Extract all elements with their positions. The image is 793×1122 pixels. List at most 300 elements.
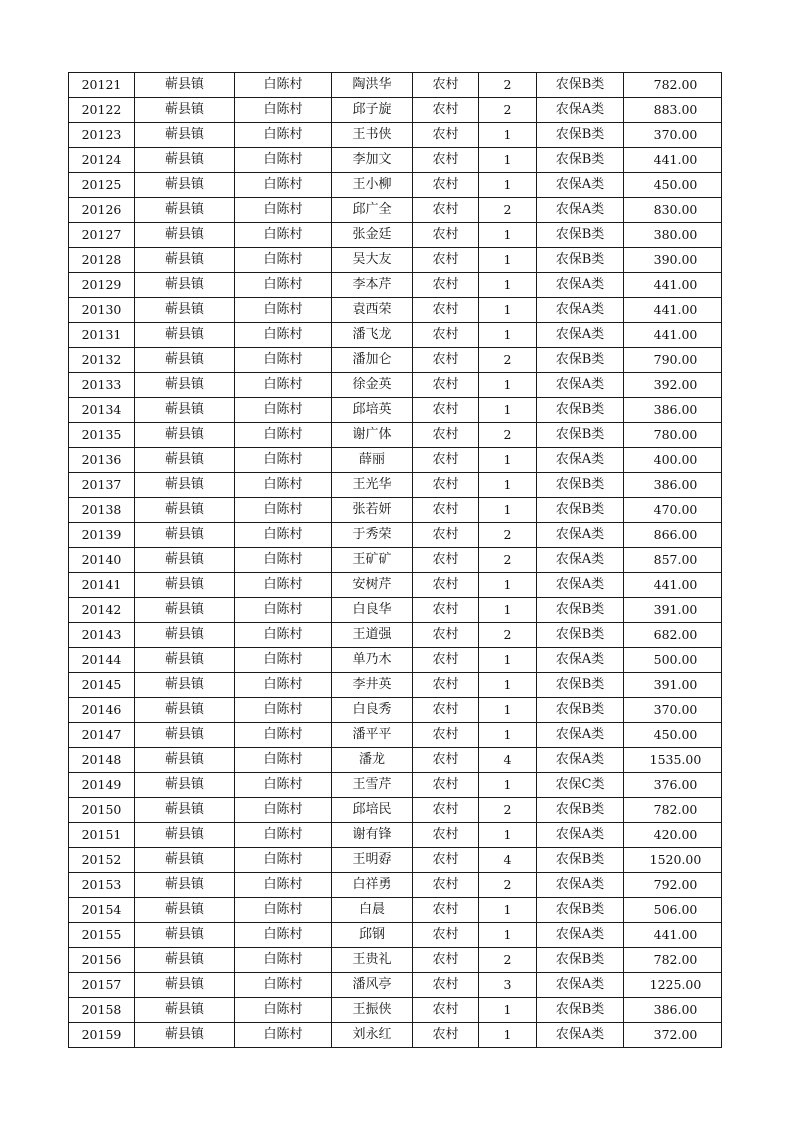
household-size-cell: 2	[479, 73, 537, 98]
village-cell: 白陈村	[235, 323, 332, 348]
table-row	[69, 248, 722, 273]
insurance-category-cell: 农保B类	[537, 848, 624, 873]
household-size-cell: 1	[479, 223, 537, 248]
table-row	[69, 998, 722, 1023]
village-cell: 白陈村	[235, 398, 332, 423]
household-type-cell: 农村	[413, 673, 479, 698]
serial-number-cell: 20144	[69, 648, 135, 673]
table-row	[69, 348, 722, 373]
insurance-category-cell: 农保A类	[537, 923, 624, 948]
name-cell: 王贵礼	[332, 948, 413, 973]
amount-cell: 682.00	[624, 623, 722, 648]
village-cell: 白陈村	[235, 598, 332, 623]
household-size-cell: 2	[479, 948, 537, 973]
village-cell: 白陈村	[235, 923, 332, 948]
insurance-category-cell: 农保B类	[537, 73, 624, 98]
name-cell: 白晨	[332, 898, 413, 923]
household-type-cell: 农村	[413, 148, 479, 173]
town-cell: 蕲县镇	[135, 698, 235, 723]
table-row	[69, 373, 722, 398]
insurance-category-cell: 农保B类	[537, 473, 624, 498]
amount-cell: 386.00	[624, 998, 722, 1023]
town-cell: 蕲县镇	[135, 723, 235, 748]
insurance-category-cell: 农保B类	[537, 673, 624, 698]
amount-cell: 782.00	[624, 73, 722, 98]
village-cell: 白陈村	[235, 848, 332, 873]
household-type-cell: 农村	[413, 323, 479, 348]
town-cell: 蕲县镇	[135, 948, 235, 973]
table-row	[69, 1023, 722, 1048]
serial-number-cell: 20148	[69, 748, 135, 773]
table-row	[69, 498, 722, 523]
village-cell: 白陈村	[235, 998, 332, 1023]
town-cell: 蕲县镇	[135, 848, 235, 873]
insurance-category-cell: 农保A类	[537, 98, 624, 123]
village-cell: 白陈村	[235, 723, 332, 748]
name-cell: 于秀荣	[332, 523, 413, 548]
village-cell: 白陈村	[235, 173, 332, 198]
insurance-category-cell: 农保A类	[537, 373, 624, 398]
amount-cell: 391.00	[624, 673, 722, 698]
amount-cell: 782.00	[624, 948, 722, 973]
serial-number-cell: 20138	[69, 498, 135, 523]
village-cell: 白陈村	[235, 748, 332, 773]
table-row	[69, 573, 722, 598]
household-type-cell: 农村	[413, 548, 479, 573]
name-cell: 邱钢	[332, 923, 413, 948]
amount-cell: 792.00	[624, 873, 722, 898]
village-cell: 白陈村	[235, 423, 332, 448]
town-cell: 蕲县镇	[135, 898, 235, 923]
village-cell: 白陈村	[235, 298, 332, 323]
household-size-cell: 1	[479, 823, 537, 848]
table-row	[69, 73, 722, 98]
serial-number-cell: 20131	[69, 323, 135, 348]
household-size-cell: 1	[479, 998, 537, 1023]
name-cell: 吴大友	[332, 248, 413, 273]
serial-number-cell: 20141	[69, 573, 135, 598]
name-cell: 王雪芹	[332, 773, 413, 798]
amount-cell: 386.00	[624, 398, 722, 423]
town-cell: 蕲县镇	[135, 523, 235, 548]
serial-number-cell: 20156	[69, 948, 135, 973]
amount-cell: 857.00	[624, 548, 722, 573]
table-row	[69, 423, 722, 448]
table-row	[69, 673, 722, 698]
name-cell: 单乃木	[332, 648, 413, 673]
household-size-cell: 4	[479, 748, 537, 773]
household-type-cell: 农村	[413, 373, 479, 398]
name-cell: 王明孬	[332, 848, 413, 873]
household-size-cell: 1	[479, 673, 537, 698]
serial-number-cell: 20158	[69, 998, 135, 1023]
insurance-category-cell: 农保A类	[537, 198, 624, 223]
amount-cell: 400.00	[624, 448, 722, 473]
insurance-category-cell: 农保A类	[537, 873, 624, 898]
household-type-cell: 农村	[413, 523, 479, 548]
household-size-cell: 2	[479, 873, 537, 898]
serial-number-cell: 20133	[69, 373, 135, 398]
village-cell: 白陈村	[235, 273, 332, 298]
serial-number-cell: 20130	[69, 298, 135, 323]
serial-number-cell: 20155	[69, 923, 135, 948]
village-cell: 白陈村	[235, 473, 332, 498]
serial-number-cell: 20125	[69, 173, 135, 198]
insurance-category-cell: 农保B类	[537, 898, 624, 923]
amount-cell: 391.00	[624, 598, 722, 623]
name-cell: 邱子旋	[332, 98, 413, 123]
insurance-category-cell: 农保B类	[537, 148, 624, 173]
serial-number-cell: 20129	[69, 273, 135, 298]
serial-number-cell: 20134	[69, 398, 135, 423]
table-row	[69, 748, 722, 773]
village-cell: 白陈村	[235, 73, 332, 98]
household-type-cell: 农村	[413, 923, 479, 948]
household-type-cell: 农村	[413, 773, 479, 798]
town-cell: 蕲县镇	[135, 198, 235, 223]
insurance-category-cell: 农保B类	[537, 698, 624, 723]
serial-number-cell: 20146	[69, 698, 135, 723]
name-cell: 李井英	[332, 673, 413, 698]
name-cell: 王光华	[332, 473, 413, 498]
household-type-cell: 农村	[413, 748, 479, 773]
insurance-category-cell: 农保B类	[537, 598, 624, 623]
insurance-category-cell: 农保B类	[537, 948, 624, 973]
subsidy-roster-sheet	[68, 72, 721, 1048]
name-cell: 张若妍	[332, 498, 413, 523]
name-cell: 袁西荣	[332, 298, 413, 323]
insurance-category-cell: 农保A类	[537, 648, 624, 673]
amount-cell: 441.00	[624, 573, 722, 598]
town-cell: 蕲县镇	[135, 223, 235, 248]
town-cell: 蕲县镇	[135, 373, 235, 398]
serial-number-cell: 20153	[69, 873, 135, 898]
table-row	[69, 948, 722, 973]
household-size-cell: 4	[479, 848, 537, 873]
town-cell: 蕲县镇	[135, 473, 235, 498]
village-cell: 白陈村	[235, 548, 332, 573]
serial-number-cell: 20157	[69, 973, 135, 998]
town-cell: 蕲县镇	[135, 598, 235, 623]
town-cell: 蕲县镇	[135, 498, 235, 523]
table-row	[69, 723, 722, 748]
table-row	[69, 198, 722, 223]
table-row	[69, 173, 722, 198]
household-type-cell: 农村	[413, 973, 479, 998]
table-row	[69, 898, 722, 923]
village-cell: 白陈村	[235, 448, 332, 473]
town-cell: 蕲县镇	[135, 648, 235, 673]
village-cell: 白陈村	[235, 198, 332, 223]
village-cell: 白陈村	[235, 773, 332, 798]
village-cell: 白陈村	[235, 798, 332, 823]
town-cell: 蕲县镇	[135, 448, 235, 473]
amount-cell: 1520.00	[624, 848, 722, 873]
household-type-cell: 农村	[413, 648, 479, 673]
town-cell: 蕲县镇	[135, 548, 235, 573]
village-cell: 白陈村	[235, 248, 332, 273]
amount-cell: 441.00	[624, 273, 722, 298]
table-row	[69, 548, 722, 573]
amount-cell: 506.00	[624, 898, 722, 923]
insurance-category-cell: 农保A类	[537, 823, 624, 848]
name-cell: 李加文	[332, 148, 413, 173]
serial-number-cell: 20142	[69, 598, 135, 623]
amount-cell: 500.00	[624, 648, 722, 673]
household-type-cell: 农村	[413, 398, 479, 423]
serial-number-cell: 20152	[69, 848, 135, 873]
village-cell: 白陈村	[235, 123, 332, 148]
town-cell: 蕲县镇	[135, 98, 235, 123]
village-cell: 白陈村	[235, 823, 332, 848]
village-cell: 白陈村	[235, 498, 332, 523]
town-cell: 蕲县镇	[135, 998, 235, 1023]
insurance-category-cell: 农保A类	[537, 723, 624, 748]
village-cell: 白陈村	[235, 898, 332, 923]
village-cell: 白陈村	[235, 148, 332, 173]
village-cell: 白陈村	[235, 623, 332, 648]
table-row	[69, 523, 722, 548]
household-type-cell: 农村	[413, 198, 479, 223]
serial-number-cell: 20122	[69, 98, 135, 123]
village-cell: 白陈村	[235, 373, 332, 398]
village-cell: 白陈村	[235, 223, 332, 248]
insurance-category-cell: 农保A类	[537, 298, 624, 323]
table-row	[69, 398, 722, 423]
table-row	[69, 448, 722, 473]
village-cell: 白陈村	[235, 348, 332, 373]
town-cell: 蕲县镇	[135, 973, 235, 998]
household-type-cell: 农村	[413, 248, 479, 273]
amount-cell: 386.00	[624, 473, 722, 498]
serial-number-cell: 20123	[69, 123, 135, 148]
serial-number-cell: 20132	[69, 348, 135, 373]
name-cell: 王书侠	[332, 123, 413, 148]
amount-cell: 450.00	[624, 723, 722, 748]
serial-number-cell: 20145	[69, 673, 135, 698]
town-cell: 蕲县镇	[135, 1023, 235, 1048]
roster-table	[68, 72, 722, 1048]
household-size-cell: 1	[479, 273, 537, 298]
name-cell: 王小柳	[332, 173, 413, 198]
household-size-cell: 2	[479, 98, 537, 123]
village-cell: 白陈村	[235, 1023, 332, 1048]
town-cell: 蕲县镇	[135, 348, 235, 373]
household-size-cell: 2	[479, 623, 537, 648]
household-type-cell: 农村	[413, 898, 479, 923]
amount-cell: 441.00	[624, 923, 722, 948]
household-size-cell: 1	[479, 373, 537, 398]
household-size-cell: 2	[479, 798, 537, 823]
household-size-cell: 1	[479, 648, 537, 673]
household-type-cell: 农村	[413, 223, 479, 248]
household-type-cell: 农村	[413, 723, 479, 748]
town-cell: 蕲县镇	[135, 323, 235, 348]
town-cell: 蕲县镇	[135, 798, 235, 823]
amount-cell: 372.00	[624, 1023, 722, 1048]
town-cell: 蕲县镇	[135, 423, 235, 448]
household-type-cell: 农村	[413, 73, 479, 98]
insurance-category-cell: 农保A类	[537, 748, 624, 773]
household-type-cell: 农村	[413, 473, 479, 498]
insurance-category-cell: 农保B类	[537, 348, 624, 373]
name-cell: 王振侠	[332, 998, 413, 1023]
village-cell: 白陈村	[235, 698, 332, 723]
insurance-category-cell: 农保B类	[537, 498, 624, 523]
name-cell: 邱培英	[332, 398, 413, 423]
household-type-cell: 农村	[413, 423, 479, 448]
village-cell: 白陈村	[235, 873, 332, 898]
table-row	[69, 648, 722, 673]
insurance-category-cell: 农保B类	[537, 998, 624, 1023]
household-size-cell: 1	[479, 248, 537, 273]
household-size-cell: 2	[479, 548, 537, 573]
serial-number-cell: 20136	[69, 448, 135, 473]
town-cell: 蕲县镇	[135, 173, 235, 198]
insurance-category-cell: 农保B类	[537, 398, 624, 423]
household-size-cell: 2	[479, 198, 537, 223]
town-cell: 蕲县镇	[135, 573, 235, 598]
household-type-cell: 农村	[413, 573, 479, 598]
household-size-cell: 1	[479, 598, 537, 623]
table-row	[69, 773, 722, 798]
serial-number-cell: 20126	[69, 198, 135, 223]
amount-cell: 392.00	[624, 373, 722, 398]
town-cell: 蕲县镇	[135, 773, 235, 798]
household-type-cell: 农村	[413, 698, 479, 723]
town-cell: 蕲县镇	[135, 823, 235, 848]
town-cell: 蕲县镇	[135, 923, 235, 948]
town-cell: 蕲县镇	[135, 398, 235, 423]
amount-cell: 830.00	[624, 198, 722, 223]
amount-cell: 866.00	[624, 523, 722, 548]
amount-cell: 441.00	[624, 298, 722, 323]
amount-cell: 780.00	[624, 423, 722, 448]
serial-number-cell: 20124	[69, 148, 135, 173]
town-cell: 蕲县镇	[135, 123, 235, 148]
table-row	[69, 473, 722, 498]
insurance-category-cell: 农保A类	[537, 573, 624, 598]
town-cell: 蕲县镇	[135, 273, 235, 298]
name-cell: 徐金英	[332, 373, 413, 398]
household-size-cell: 1	[479, 923, 537, 948]
amount-cell: 370.00	[624, 123, 722, 148]
village-cell: 白陈村	[235, 523, 332, 548]
name-cell: 白祥勇	[332, 873, 413, 898]
amount-cell: 370.00	[624, 698, 722, 723]
town-cell: 蕲县镇	[135, 298, 235, 323]
amount-cell: 441.00	[624, 323, 722, 348]
household-size-cell: 2	[479, 423, 537, 448]
table-row	[69, 298, 722, 323]
insurance-category-cell: 农保B类	[537, 798, 624, 823]
amount-cell: 782.00	[624, 798, 722, 823]
household-type-cell: 农村	[413, 448, 479, 473]
table-row	[69, 623, 722, 648]
household-type-cell: 农村	[413, 848, 479, 873]
household-size-cell: 1	[479, 323, 537, 348]
insurance-category-cell: 农保A类	[537, 523, 624, 548]
table-row	[69, 598, 722, 623]
household-type-cell: 农村	[413, 98, 479, 123]
household-size-cell: 1	[479, 448, 537, 473]
amount-cell: 1225.00	[624, 973, 722, 998]
village-cell: 白陈村	[235, 573, 332, 598]
village-cell: 白陈村	[235, 973, 332, 998]
name-cell: 潘飞龙	[332, 323, 413, 348]
insurance-category-cell: 农保C类	[537, 773, 624, 798]
serial-number-cell: 20128	[69, 248, 135, 273]
serial-number-cell: 20154	[69, 898, 135, 923]
name-cell: 陶洪华	[332, 73, 413, 98]
household-size-cell: 2	[479, 523, 537, 548]
insurance-category-cell: 农保B类	[537, 123, 624, 148]
household-size-cell: 1	[479, 298, 537, 323]
name-cell: 邱培民	[332, 798, 413, 823]
household-type-cell: 农村	[413, 498, 479, 523]
town-cell: 蕲县镇	[135, 73, 235, 98]
name-cell: 薛丽	[332, 448, 413, 473]
insurance-category-cell: 农保B类	[537, 623, 624, 648]
household-size-cell: 1	[479, 123, 537, 148]
table-row	[69, 923, 722, 948]
household-size-cell: 1	[479, 723, 537, 748]
serial-number-cell: 20147	[69, 723, 135, 748]
household-type-cell: 农村	[413, 273, 479, 298]
name-cell: 白良秀	[332, 698, 413, 723]
serial-number-cell: 20140	[69, 548, 135, 573]
town-cell: 蕲县镇	[135, 748, 235, 773]
household-type-cell: 农村	[413, 998, 479, 1023]
name-cell: 谢广体	[332, 423, 413, 448]
serial-number-cell: 20121	[69, 73, 135, 98]
name-cell: 潘风亭	[332, 973, 413, 998]
name-cell: 潘加仑	[332, 348, 413, 373]
household-size-cell: 1	[479, 473, 537, 498]
table-row	[69, 698, 722, 723]
town-cell: 蕲县镇	[135, 148, 235, 173]
household-type-cell: 农村	[413, 948, 479, 973]
serial-number-cell: 20127	[69, 223, 135, 248]
name-cell: 刘永红	[332, 1023, 413, 1048]
name-cell: 潘龙	[332, 748, 413, 773]
name-cell: 李本芹	[332, 273, 413, 298]
insurance-category-cell: 农保B类	[537, 423, 624, 448]
table-row	[69, 848, 722, 873]
household-size-cell: 1	[479, 498, 537, 523]
name-cell: 王道强	[332, 623, 413, 648]
village-cell: 白陈村	[235, 673, 332, 698]
household-size-cell: 1	[479, 173, 537, 198]
amount-cell: 450.00	[624, 173, 722, 198]
table-row	[69, 223, 722, 248]
insurance-category-cell: 农保A类	[537, 548, 624, 573]
name-cell: 王矿矿	[332, 548, 413, 573]
household-type-cell: 农村	[413, 823, 479, 848]
insurance-category-cell: 农保B类	[537, 248, 624, 273]
village-cell: 白陈村	[235, 648, 332, 673]
household-type-cell: 农村	[413, 298, 479, 323]
insurance-category-cell: 农保A类	[537, 973, 624, 998]
insurance-category-cell: 农保A类	[537, 273, 624, 298]
amount-cell: 376.00	[624, 773, 722, 798]
household-size-cell: 1	[479, 898, 537, 923]
household-type-cell: 农村	[413, 348, 479, 373]
amount-cell: 441.00	[624, 148, 722, 173]
insurance-category-cell: 农保A类	[537, 323, 624, 348]
serial-number-cell: 20151	[69, 823, 135, 848]
town-cell: 蕲县镇	[135, 873, 235, 898]
